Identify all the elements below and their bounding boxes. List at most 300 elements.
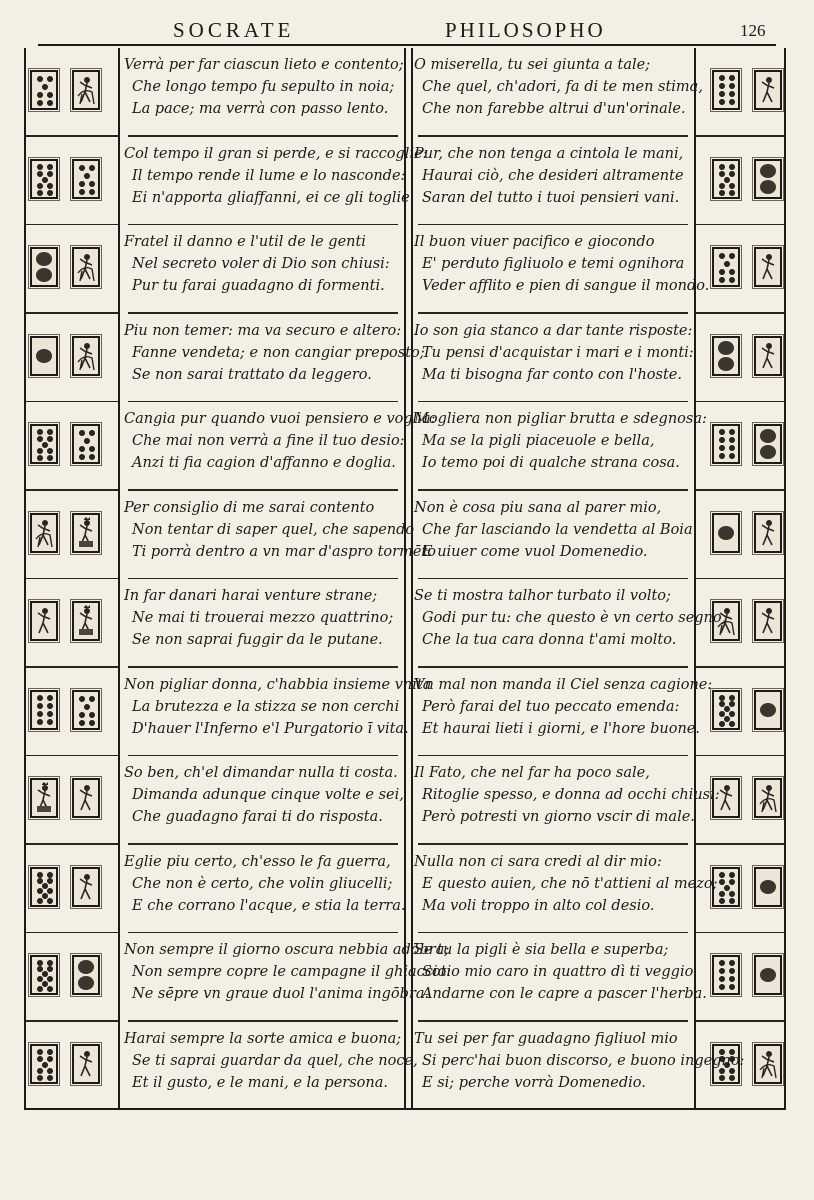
verse-line: Saran del tutto i tuoi pensieri vani. [422,189,680,206]
figure-icon [34,782,54,814]
figure-icon [76,340,96,372]
playing-card-face-knave-icon [30,601,58,641]
verse-line: Se tu la pigli è sia bella e superba; [414,942,669,958]
pip-icon [37,1056,43,1062]
verse-line: Haurai ciò, che desideri altramente [422,167,684,184]
tercet-verse [414,497,693,563]
pip-icon [719,891,725,897]
figure-icon [34,517,54,549]
verse-line: Che mai non verrà a fine il tuo desio: [132,433,405,449]
pip-icon [47,1056,53,1062]
figure-icon [758,782,778,814]
playing-card-one-icon [712,513,740,553]
fortune-row [412,668,786,757]
pip-icon [47,190,53,196]
pip-icon [729,190,735,196]
pip-icon [729,164,735,170]
pip-icon [89,430,95,436]
pip-icon [89,696,95,702]
playing-card-face-knave-icon [72,867,100,907]
figure-icon [76,74,96,106]
pip-icon [37,100,43,106]
coin-pip-icon [36,252,52,266]
pip-icon [42,442,48,448]
verse-line: La brutezza e la stizza se non cerchi [132,698,400,715]
fortune-row [24,933,452,1022]
pip-icon [42,883,48,889]
verse-line: Però farai del tuo peccato emenda: [422,698,680,715]
card-pair [30,778,100,818]
pip-icon [79,712,85,718]
verse-line: Piu non temer: ma va securo e altero: [124,322,402,339]
verse-line: E che corrano l'acque, e stia la terra. [132,897,406,914]
verse-line: Verrà per far ciascun lieto e contento; [124,57,404,73]
playing-card-face-knave-icon [754,247,782,287]
pip-icon [47,455,53,461]
pip-icon [719,695,725,701]
pip-icon [729,183,735,189]
verse-line: D'hauer l'Inferno e'l Purgatorio ī vita. [132,720,409,737]
header-title-right: PHILOSOPHO [445,18,606,42]
left-column [24,48,452,1110]
pip-icon [37,190,43,196]
pip-icon [79,165,85,171]
pip-icon [729,171,735,177]
verse-line: Se ti mostra talhor turbato il volto; [414,588,671,604]
verse-line: Non sempre copre le campagne il ghiaccio: [132,964,452,980]
pip-icon [79,446,85,452]
pip-icon [729,898,735,904]
pip-icon [719,429,725,435]
fortune-row [24,314,425,403]
card-pair [712,867,782,907]
playing-card-face-horse-icon [72,336,100,376]
coin-pip-icon [36,349,52,363]
fortune-row [412,314,786,403]
pip-icon [729,968,735,974]
pip-icon [47,429,53,435]
pip-icon [729,695,735,701]
figure-icon [758,605,778,637]
pip-icon [47,1068,53,1074]
verse-line: Tu pensi d'acquistar i mari e i monti: [422,344,694,361]
playing-card-one-icon [754,690,782,730]
pip-icon [719,253,725,259]
pip-icon [47,711,53,717]
pip-icon [89,720,95,726]
fortune-row [412,756,786,845]
pip-icon [42,84,48,90]
playing-card-seven-icon [72,690,100,730]
fortune-row [24,491,436,580]
verse-line: Cangia pur quando vuoi pensiero e voglia: [124,411,436,427]
pip-icon [729,437,735,443]
coin-pip-icon [760,968,776,982]
pip-icon [37,164,43,170]
pip-icon [719,879,725,885]
verse-line: Il Fato, che nel far ha poco sale, [414,765,650,781]
fortune-row [24,1022,418,1111]
verse-line: Ma ti bisogna far conto con l'hoste. [422,366,682,383]
pip-icon [729,711,735,717]
playing-card-one-icon [754,955,782,995]
pip-icon [47,448,53,454]
playing-card-face-knave-icon [754,601,782,641]
card-pair [30,955,100,995]
card-pair [712,424,782,464]
pip-icon [47,100,53,106]
verse-line: Harai sempre la sorte amica e buona; [124,1030,402,1047]
playing-card-eight-icon [30,690,58,730]
coin-pip-icon [718,526,734,540]
playing-card-face-horse-icon [72,247,100,287]
coin-pip-icon [78,960,94,974]
figure-icon [758,517,778,549]
verse-line: Pur tu farai guadagno di formenti. [132,278,385,294]
playing-card-nine-icon [30,159,58,199]
verse-line: Ti porrà dentro a vn mar d'aspro tormēto [132,543,436,560]
fortune-row [412,491,786,580]
fortune-row [412,225,786,314]
verse-line: Ne mai ti trouerai mezzo quattrino; [132,610,394,626]
header-title-left: SOCRATE [173,18,295,42]
pip-icon [724,261,730,267]
pip-icon [37,878,43,884]
pip-icon [37,92,43,98]
figure-icon [76,1048,96,1080]
pip-icon [37,1068,43,1074]
playing-card-one-icon [754,867,782,907]
card-pair [30,1044,100,1084]
playing-card-seven-icon [72,424,100,464]
playing-card-face-knave-icon [754,70,782,110]
pip-icon [719,898,725,904]
fortune-row [24,579,404,668]
verse-line: Che guadagno farai ti do risposta. [132,809,383,825]
verse-line: Andarne con le capre a pascer l'herba. [422,986,707,1002]
pip-icon [79,189,85,195]
playing-card-one-icon [30,336,58,376]
fortune-row [412,137,786,226]
coin-pip-icon [760,445,776,459]
playing-card-eight-icon [712,955,740,995]
playing-card-face-knave-icon [754,513,782,553]
verse-line: Io temo poi di qualche strana cosa. [422,455,680,471]
verse-line: Veder afflito e pien di sangue il mondo. [422,278,710,294]
verse-line: E' perduto figliuolo e temi ognihora [422,256,685,272]
playing-card-ten-icon [30,955,58,995]
pip-icon [89,165,95,171]
verse-line: Anzi ti fia cagion d'affanno e doglia. [132,455,396,471]
tercet-verse [124,320,425,386]
pip-icon [37,1049,43,1055]
coin-pip-icon [718,357,734,371]
card-pair [712,690,782,730]
card-pair [30,513,100,553]
pip-icon [729,721,735,727]
pip-icon [719,183,725,189]
verse-line: Pur, che non tenga a cintola le mani, [414,145,684,162]
tercet-verse [124,762,404,828]
pip-icon [47,719,53,725]
pip-icon [719,445,725,451]
verse-line: Non tentar di saper quel, che sapendo [132,521,415,538]
tercet-verse [124,585,393,651]
pip-icon [47,898,53,904]
pip-icon [729,91,735,97]
verse-line: Non è cosa piu sana al parer mio, [414,499,662,516]
pip-icon [89,189,95,195]
pip-icon [79,720,85,726]
fortune-row [412,1022,786,1111]
card-pair [30,247,100,287]
verse-line: Se non sarai trattato da leggero. [132,366,372,383]
tercet-verse [124,939,451,1005]
pip-icon [37,171,43,177]
coin-pip-icon [78,976,94,990]
pip-icon [719,99,725,105]
figure-icon [76,605,96,637]
pip-icon [79,454,85,460]
pip-icon [37,888,43,894]
card-pair [712,336,782,376]
verse-line: Ei n'apporta gliaffanni, ei ce gli toglie. [132,189,415,206]
pip-icon [47,183,53,189]
pip-icon [719,269,725,275]
pip-icon [47,695,53,701]
verse-line: Se non saprai fuggir da le putane. [132,632,383,648]
verse-line: So ben, ch'el dimandar nulla ti costa. [124,765,398,781]
pip-icon [719,984,725,990]
playing-card-face-horse-icon [754,778,782,818]
pip-icon [724,885,730,891]
card-pair [30,424,100,464]
pip-icon [719,190,725,196]
pip-icon [37,703,43,709]
verse-line: Et haurai lieti i giorni, e l'hore buone. [422,720,700,737]
pip-icon [37,76,43,82]
verse-line: O miserella, tu sei giunta a tale; [414,57,651,73]
pip-icon [84,438,90,444]
playing-card-face-knave-icon [72,1044,100,1084]
fortune-row [24,48,404,137]
verse-line: Che non farebbe altrui d'un'orinale. [422,101,686,117]
tercet-verse [124,851,405,917]
verse-line: Il buon viuer pacifico e giocondo [414,234,655,250]
pip-icon [37,719,43,725]
pip-icon [719,437,725,443]
verse-line: E questo auien, che nō t'attieni al mezo; [422,875,718,892]
figure-icon [758,340,778,372]
tercet-verse [414,939,707,1005]
pip-icon [84,704,90,710]
pip-icon [37,872,43,878]
figure-icon [76,871,96,903]
pip-icon [719,872,725,878]
pip-icon [719,164,725,170]
verse-line: Però potresti vn giorno vscir di male. [422,809,695,825]
verse-line: Io son gia stanco a dar tante risposte: [414,322,693,339]
pip-icon [42,893,48,899]
tercet-verse [124,54,404,120]
pip-icon [37,898,43,904]
pip-icon [42,177,48,183]
tercet-verse [414,231,709,297]
pip-icon [729,891,735,897]
pip-icon [729,99,735,105]
verse-line: Che far lasciando la vendetta al Boia [422,521,693,538]
pip-icon [719,721,725,727]
pip-icon [729,83,735,89]
playing-card-nine-icon [30,1044,58,1084]
pip-icon [79,181,85,187]
verse-line: Ritoglie spesso, e donna ad occhi chiusi: [422,787,720,803]
pip-icon [89,446,95,452]
pip-icon [37,455,43,461]
pip-icon [47,888,53,894]
pip-icon [37,1075,43,1081]
pip-icon [719,171,725,177]
card-pair [30,336,100,376]
verse-line: Che quel, ch'adori, fa di te men stima, [422,79,703,95]
fortune-row [412,845,786,934]
tercet-verse [124,231,390,297]
pip-icon [724,716,730,722]
verse-line: Non pigliar donna, c'habbia insieme vnita [124,676,432,693]
pip-icon [79,430,85,436]
playing-card-ten-icon [712,690,740,730]
playing-card-two-icon [72,955,100,995]
playing-card-face-knave-icon [754,336,782,376]
pip-icon [724,177,730,183]
pip-icon [47,1075,53,1081]
header-rule [38,44,776,46]
verse-line: E si; perche vorrà Domenedio. [422,1074,646,1091]
pip-icon [719,75,725,81]
card-pair [712,70,782,110]
card-pair [30,867,100,907]
pip-icon [42,1062,48,1068]
pip-icon [719,701,725,707]
coin-pip-icon [760,180,776,194]
verse-line: Nel secreto voler di Dio son chiusi: [132,256,390,272]
verse-line: Ma se la pigli piaceuole e bella, [422,433,655,449]
pip-icon [729,960,735,966]
pip-icon [89,454,95,460]
fortune-table [24,48,786,1110]
playing-card-face-king-icon [72,601,100,641]
pip-icon [37,429,43,435]
pip-icon [47,966,53,972]
pip-icon [89,712,95,718]
playing-card-two-icon [30,247,58,287]
fortune-row [24,225,404,314]
card-pair [712,513,782,553]
playing-card-face-king-icon [72,513,100,553]
verse-line: Godi pur tu: che questo è vn certo segno, [422,610,727,626]
verse-line: Nulla non ci sara credi al dir mio: [414,853,662,870]
pip-icon [37,695,43,701]
pip-icon [79,696,85,702]
pip-icon [719,277,725,283]
verse-line: Che longo tempo fu sepulto in noia; [132,79,395,95]
pip-icon [84,173,90,179]
fortune-row [24,668,432,757]
coin-pip-icon [718,341,734,355]
playing-card-eight-icon [712,70,740,110]
verse-line: La pace; ma verrà con passo lento. [132,101,389,117]
tercet-verse [414,143,684,209]
tercet-verse [124,497,436,563]
pip-icon [37,436,43,442]
coin-pip-icon [36,268,52,282]
verse-line: Sotio mio caro in quattro dì ti veggio [422,964,694,980]
pip-icon [47,878,53,884]
pip-icon [719,968,725,974]
coin-pip-icon [760,164,776,178]
pip-icon [729,277,735,283]
card-pair [30,601,100,641]
pip-icon [719,976,725,982]
card-pair [712,159,782,199]
verse-line: Che la tua cara donna t'ami molto. [422,632,677,648]
playing-card-eight-icon [712,424,740,464]
card-pair [30,70,100,110]
pip-icon [729,253,735,259]
figure-icon [758,74,778,106]
tercet-verse [414,1028,744,1094]
pip-icon [719,453,725,459]
verse-line: Non sempre il giorno oscura nebbia adōbra; [124,942,450,958]
pip-icon [47,92,53,98]
tercet-verse [414,585,726,651]
pip-icon [719,711,725,717]
figure-icon [76,782,96,814]
tercet-verse [124,1028,418,1094]
playing-card-face-horse-icon [72,70,100,110]
tercet-verse [124,408,435,474]
pip-icon [729,872,735,878]
coin-pip-icon [760,703,776,717]
pip-icon [37,183,43,189]
tercet-verse [124,674,431,740]
playing-card-face-knave-icon [72,778,100,818]
fortune-row [24,756,404,845]
pip-icon [729,269,735,275]
pip-icon [729,75,735,81]
playing-card-nine-icon [30,424,58,464]
pip-icon [47,76,53,82]
fortune-row [412,933,786,1022]
pip-icon [47,986,53,992]
verse-line: Vn mal non manda il Ciel senza cagione: [414,676,713,693]
pip-icon [719,91,725,97]
pip-icon [47,703,53,709]
pip-icon [729,701,735,707]
playing-card-face-king-icon [30,778,58,818]
verse-line: Il tempo rende il lume e lo nasconde: [132,167,406,184]
playing-card-seven-icon [712,247,740,287]
playing-card-face-horse-icon [754,1044,782,1084]
verse-line: Tu sei per far guadagno figliuol mio [414,1030,678,1047]
card-pair [712,247,782,287]
fortune-row [412,48,786,137]
pip-icon [729,879,735,885]
pip-icon [89,181,95,187]
playing-card-two-icon [754,159,782,199]
card-pair [712,955,782,995]
tercet-verse [414,320,694,386]
